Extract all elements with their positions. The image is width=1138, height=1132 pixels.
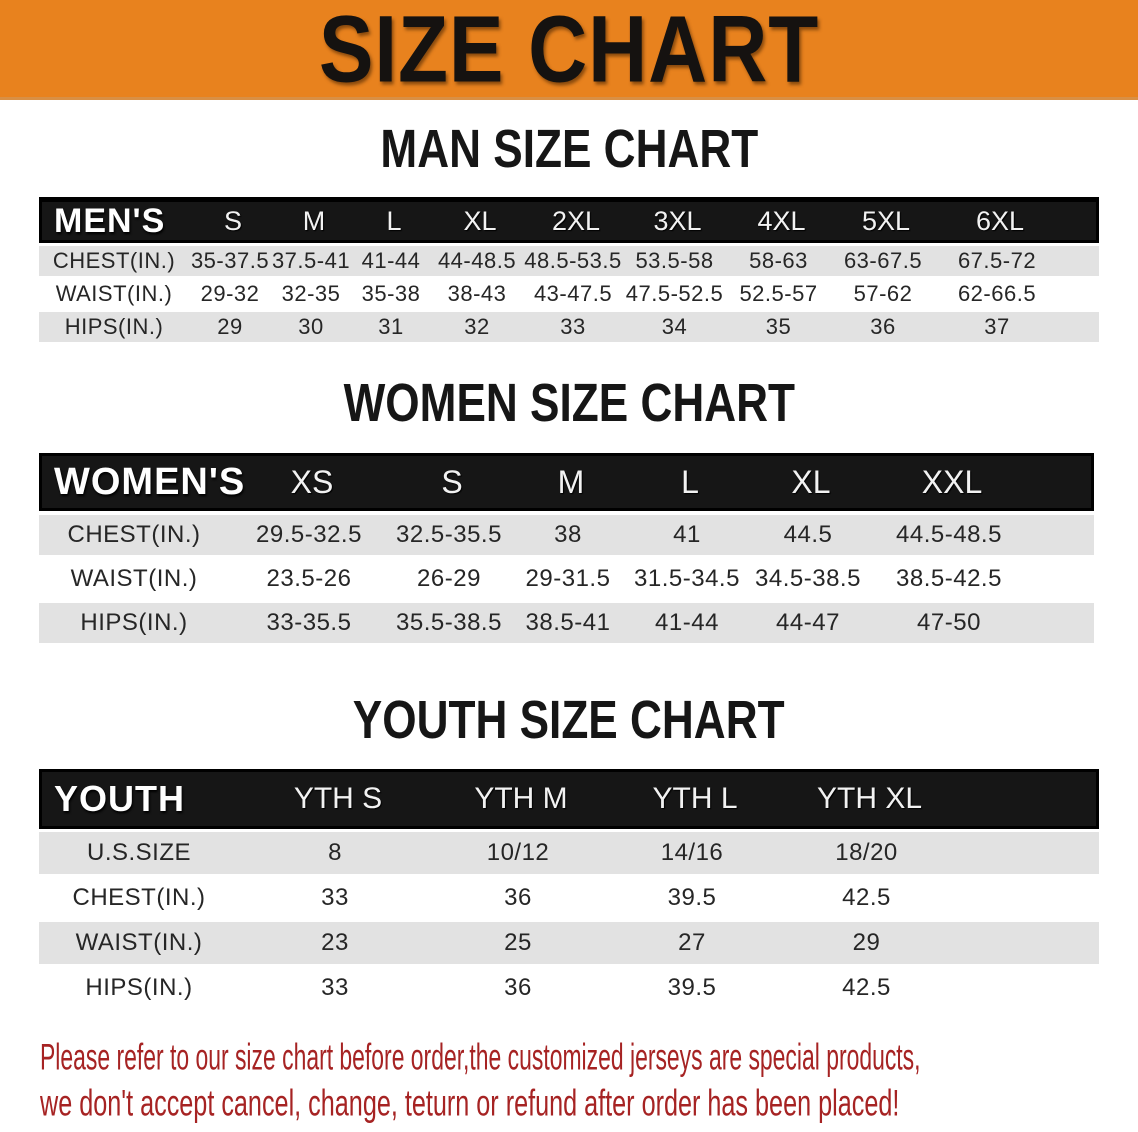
cell-value: 29 (217, 314, 243, 339)
women-chest-row (39, 515, 1094, 555)
men-size-col-6xl: 6XL (975, 206, 1025, 236)
youth-header-label: YOUTH (54, 778, 185, 819)
cell-value: 36 (870, 314, 896, 339)
men-section-title: MAN SIZE CHART (380, 119, 758, 180)
cell-value: 35 (765, 314, 792, 339)
cell-value: 53.5-58 (635, 248, 714, 273)
men-size-col-4xl: 4XL (757, 206, 806, 236)
cell-value: 44.5 (783, 521, 833, 548)
women-size-col-xs: XS (290, 463, 334, 500)
banner-title: SIZE CHART (318, 0, 820, 102)
youth-hips-row (39, 967, 1099, 1009)
cell-value: 38-43 (447, 281, 507, 306)
cell-value: 39.5 (667, 884, 717, 911)
cell-value: 32-35 (281, 281, 341, 306)
cell-value: 63-67.5 (843, 248, 923, 273)
men-size-col-2xl: 2XL (551, 206, 601, 236)
cell-value: 39.5 (667, 974, 717, 1001)
cell-value: 35-38 (361, 281, 421, 306)
cell-value: 47.5-52.5 (625, 281, 724, 306)
women-waist-row (39, 559, 1094, 599)
cell-value: 37 (984, 314, 1010, 339)
cell-value: 29 (852, 929, 881, 956)
row-label: U.S.SIZE (86, 839, 192, 866)
cell-value: 31 (378, 314, 404, 339)
cell-value: 25 (504, 929, 532, 956)
women-table-header (39, 453, 1094, 511)
men-size-col-3xl: 3XL (653, 206, 702, 236)
row-label: HIPS(IN.) (80, 609, 188, 636)
cell-value: 41-44 (655, 609, 719, 636)
cell-value: 44-48.5 (437, 248, 517, 273)
row-label: WAIST(IN.) (70, 565, 198, 592)
youth-section-title: YOUTH SIZE CHART (353, 690, 785, 751)
cell-value: 30 (298, 314, 324, 339)
men-size-table (39, 197, 1099, 342)
men-size-col-5xl: 5XL (861, 206, 911, 236)
cell-value: 33-35.5 (266, 609, 352, 636)
cell-value: 41-44 (361, 248, 421, 273)
women-size-col-xl: XL (791, 463, 831, 500)
women-section-title: WOMEN SIZE CHART (343, 373, 795, 434)
cell-value: 48.5-53.5 (524, 248, 622, 273)
cell-value: 44-47 (776, 609, 840, 636)
cell-value: 36 (504, 974, 532, 1001)
men-size-col-m: M (302, 206, 326, 236)
youth-size-table (39, 769, 1099, 1009)
cell-value: 42.5 (842, 974, 891, 1001)
youth-waist-row (39, 922, 1099, 964)
cell-value: 18/20 (835, 839, 898, 866)
women-header-label: WOMEN'S (54, 460, 246, 503)
men-hips-row (39, 312, 1099, 342)
cell-value: 44.5-48.5 (896, 521, 1002, 548)
row-label: HIPS(IN.) (64, 314, 164, 339)
row-label: CHEST(IN.) (52, 248, 176, 273)
cell-value: 43-47.5 (533, 281, 613, 306)
row-label: HIPS(IN.) (85, 974, 193, 1001)
cell-value: 31.5-34.5 (634, 565, 740, 592)
disclaimer-line-2: we don't accept cancel, change, teturn or refund after order has been placed! (40, 1083, 900, 1124)
cell-value: 27 (678, 929, 706, 956)
men-waist-row (39, 279, 1099, 309)
women-hips-row (39, 603, 1094, 643)
cell-value: 26-29 (417, 565, 481, 592)
youth-size-col-m: YTH M (474, 782, 568, 815)
men-size-col-l: L (386, 206, 402, 236)
cell-value: 41 (673, 521, 701, 548)
youth-size-col-s: YTH S (293, 782, 383, 815)
row-label: CHEST(IN.) (67, 521, 201, 548)
cell-value: 36 (504, 884, 532, 911)
cell-value: 8 (328, 839, 342, 866)
disclaimer-line-1: Please refer to our size chart before order,the customized jerseys are special products, (40, 1037, 921, 1078)
disclaimer (40, 1035, 1138, 1127)
women-size-col-xxl: XXL (921, 463, 983, 500)
youth-chest-row (39, 877, 1099, 919)
cell-value: 29-32 (200, 281, 260, 306)
row-label: WAIST(IN.) (55, 281, 173, 306)
cell-value: 29.5-32.5 (256, 521, 362, 548)
cell-value: 23.5-26 (266, 565, 352, 592)
cell-value: 14/16 (660, 839, 724, 866)
men-header-label: MEN'S (54, 202, 166, 240)
men-size-col-xl: XL (463, 206, 497, 236)
cell-value: 62-66.5 (957, 281, 1037, 306)
cell-value: 58-63 (749, 248, 808, 273)
cell-value: 32.5-35.5 (396, 521, 502, 548)
cell-value: 23 (321, 929, 349, 956)
women-size-table (39, 453, 1094, 643)
row-label: WAIST(IN.) (75, 929, 203, 956)
youth-size-col-l: YTH L (652, 782, 738, 815)
cell-value: 33 (321, 974, 349, 1001)
youth-size-col-xl: YTH XL (816, 782, 923, 815)
cell-value: 35-37.5 (190, 248, 270, 273)
women-size-col-l: L (681, 463, 699, 500)
cell-value: 33 (321, 884, 349, 911)
youth-ussize-row (39, 832, 1099, 874)
cell-value: 37.5-41 (271, 248, 351, 273)
cell-value: 10/12 (486, 839, 550, 866)
cell-value: 34 (661, 314, 688, 339)
cell-value: 29-31.5 (525, 565, 611, 592)
cell-value: 47-50 (917, 609, 981, 636)
cell-value: 67.5-72 (957, 248, 1037, 273)
men-chest-row (39, 246, 1099, 276)
cell-value: 52.5-57 (739, 281, 818, 306)
cell-value: 33 (560, 314, 586, 339)
cell-value: 57-62 (853, 281, 913, 306)
size-chart-banner (0, 0, 1138, 100)
cell-value: 38.5-42.5 (896, 565, 1002, 592)
women-size-col-m: M (557, 463, 585, 500)
cell-value: 38 (554, 521, 582, 548)
women-size-col-s: S (441, 463, 463, 500)
cell-value: 42.5 (842, 884, 891, 911)
cell-value: 34.5-38.5 (755, 565, 861, 592)
men-size-col-s: S (223, 206, 242, 236)
cell-value: 32 (464, 314, 490, 339)
row-label: CHEST(IN.) (72, 884, 206, 911)
cell-value: 35.5-38.5 (396, 609, 502, 636)
men-table-header (39, 197, 1099, 243)
youth-table-header (39, 769, 1099, 829)
cell-value: 38.5-41 (525, 609, 611, 636)
